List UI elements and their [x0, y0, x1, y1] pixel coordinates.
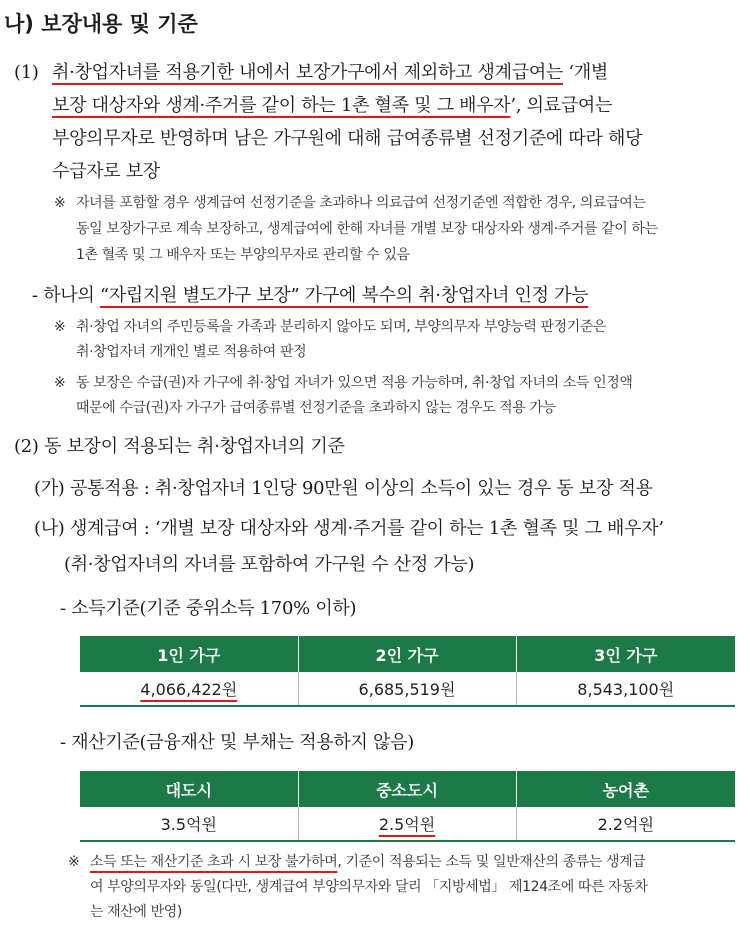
note-4-line2: 여 부양의무자와 동일(다만, 생계급여 부양의무자와 달리 「지방세법」 제124조에 따른 자동차 [90, 879, 648, 895]
income-header-1: 1인 가구 [80, 636, 298, 672]
item-1-paragraph [52, 56, 742, 188]
income-header-3: 3인 가구 [516, 636, 735, 672]
income-value-1 [80, 672, 298, 706]
dash-1-prefix: - 하나의 [32, 285, 100, 306]
asset-value-2-text: 2.5억원 [378, 815, 436, 834]
income-value-2: 6,685,519원 [298, 672, 516, 706]
item-1-line1-rest: ‘개별 [563, 62, 609, 83]
income-table [80, 636, 735, 707]
section-title: 나) 보장내용 및 기준 [4, 12, 198, 36]
note-3-mark: ※ [54, 375, 66, 391]
asset-header-3: 농어촌 [516, 771, 735, 807]
note-2 [76, 315, 606, 365]
income-header-row [80, 636, 735, 672]
item-1-line2-underlined: 보장 대상자와 생계·주거를 같이 하는 1촌 혈족 및 그 배우자 [52, 95, 511, 116]
income-value-1-text: 4,066,422원 [140, 680, 238, 699]
asset-value-row [80, 807, 735, 841]
note-3 [76, 371, 632, 421]
note-1-line1: 자녀를 포함할 경우 생계급여 선정기준을 초과하나 의료급여 선정기준엔 적합한 경우, 의료급여는 [76, 195, 646, 211]
asset-header-2: 중소도시 [298, 771, 516, 807]
note-1-line2: 동일 보장가구로 계속 보장하고, 생계급여에 한해 자녀를 개별 보장 대상자와 생계·주거를 같이 하는 [76, 221, 658, 237]
note-1 [76, 190, 658, 268]
item-2-na-line2: (취·창업자녀의 자녀를 포함하여 가구원 수 산정 가능) [64, 554, 475, 575]
asset-header-1: 대도시 [80, 771, 298, 807]
dash-1 [32, 281, 588, 311]
asset-table [80, 771, 735, 842]
note-4-line3: 는 재산에 반영) [90, 904, 182, 920]
item-2-na-line1: (나) 생계급여 : ‘개별 보장 대상자와 생계·주거를 같이 하는 1촌 혈족 및 그 배우자’ [34, 518, 664, 539]
note-4-line1-rest: , 기준이 적용되는 소득 및 일반재산의 종류는 생계급 [337, 854, 646, 870]
item-1-line3: 부양의무자로 반영하며 남은 가구원에 대해 급여종류별 선정기준에 따라 해당 [52, 128, 643, 149]
income-value-row [80, 672, 735, 706]
income-value-3: 8,543,100원 [516, 672, 735, 706]
note-2-line2: 취·창업자녀 개개인 별로 적용하여 판정 [76, 344, 307, 360]
asset-label: - 재산기준(금융재산 및 부채는 적용하지 않음) [60, 732, 414, 753]
asset-value-3: 2.2억원 [516, 807, 735, 841]
asset-value-1: 3.5억원 [80, 807, 298, 841]
asset-header-row [80, 771, 735, 807]
note-2-mark: ※ [54, 319, 66, 335]
note-1-line3: 1촌 혈족 및 그 배우자 또는 부양의무자로 관리할 수 있음 [76, 247, 410, 263]
note-4 [90, 850, 648, 925]
item-1-line1-underlined: 취·창업자녀를 적용기한 내에서 보장가구에서 제외하고 생계급여는 [52, 62, 563, 83]
income-header-2: 2인 가구 [298, 636, 516, 672]
note-1-mark: ※ [54, 195, 66, 211]
note-3-line1: 동 보장은 수급(권)자 가구에 취·창업 자녀가 있으면 적용 가능하며, 취·창업 자녀의 소득 인정액 [76, 375, 633, 391]
dash-1-underlined: “자립지원 별도가구 보장” 가구에 복수의 취·창업자녀 인정 가능 [99, 285, 589, 306]
income-label: - 소득기준(기준 중위소득 170% 이하) [60, 598, 357, 619]
item-1-marker: (1) [14, 62, 39, 83]
item-1-line4: 수급자로 보장 [52, 161, 160, 182]
item-2-title: (2) 동 보장이 적용되는 취·창업자녀의 기준 [14, 436, 345, 457]
item-2-ga: (가) 공통적용 : 취·창업자녀 1인당 90만원 이상의 소득이 있는 경우 동 보장 적용 [34, 478, 653, 499]
note-4-mark: ※ [68, 854, 80, 870]
note-4-line1-underlined: 소득 또는 재산기준 초과 시 보장 불가하며 [90, 854, 338, 870]
asset-value-2 [298, 807, 516, 841]
item-1-line2-rest: ’, 의료급여는 [510, 95, 613, 116]
note-3-line2: 때문에 수급(권)자 가구가 급여종류별 선정기준을 초과하지 않는 경우도 적용 가능 [76, 400, 556, 416]
note-2-line1: 취·창업 자녀의 주민등록을 가족과 분리하지 않아도 되며, 부양의무자 부양능력 판정기준은 [76, 319, 607, 335]
